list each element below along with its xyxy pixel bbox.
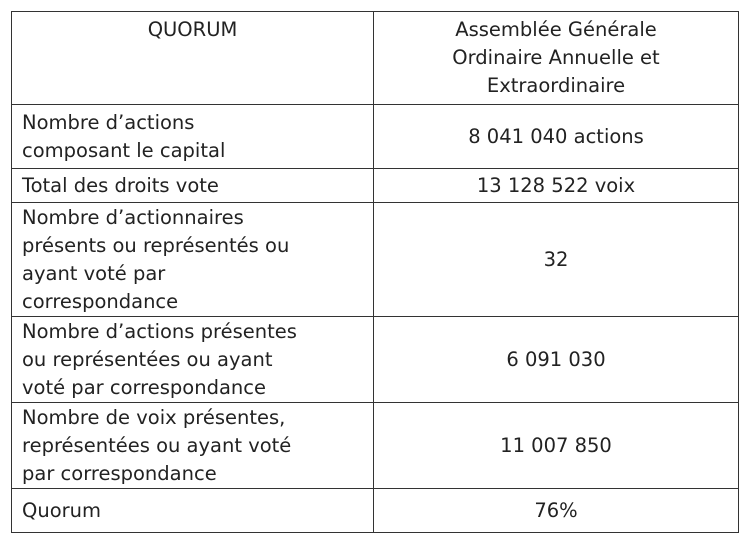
row-value: 13 128 522 voix bbox=[374, 169, 739, 203]
row-label-line: ayant voté par bbox=[22, 261, 166, 285]
quorum-table bbox=[11, 11, 739, 533]
header-assembly-line: Assemblée Générale bbox=[455, 18, 657, 41]
row-label-line: ou représentées ou ayant bbox=[22, 347, 273, 371]
row-label bbox=[12, 169, 374, 203]
table-row bbox=[12, 403, 739, 489]
table-header-row bbox=[12, 12, 739, 105]
row-label bbox=[12, 105, 374, 169]
row-label bbox=[12, 317, 374, 403]
row-label-line: Quorum bbox=[22, 498, 102, 522]
row-label-line: Nombre d’actions présentes bbox=[22, 319, 297, 343]
header-assembly-line: Extraordinaire bbox=[486, 74, 626, 97]
row-label-line: correspondance bbox=[22, 289, 179, 313]
table-row bbox=[12, 203, 739, 317]
row-label-line: par correspondance bbox=[22, 461, 217, 485]
row-label-line: voté par correspondance bbox=[22, 375, 266, 399]
header-assembly-line: Ordinaire Annuelle et bbox=[452, 46, 660, 69]
row-value: 6 091 030 bbox=[374, 317, 739, 403]
table-row bbox=[12, 105, 739, 169]
row-value: 76% bbox=[374, 489, 739, 533]
row-label bbox=[12, 403, 374, 489]
row-label-line: Total des droits vote bbox=[22, 173, 219, 197]
row-value: 11 007 850 bbox=[374, 403, 739, 489]
row-label-line: Nombre d’actions bbox=[22, 110, 195, 134]
table-row bbox=[12, 169, 739, 203]
row-label-line: présents ou représentés ou bbox=[22, 233, 290, 257]
header-quorum bbox=[12, 12, 374, 105]
row-label-line: représentées ou ayant voté bbox=[22, 433, 292, 457]
row-label-line: composant le capital bbox=[22, 138, 226, 162]
row-label bbox=[12, 489, 374, 533]
row-label-line: Nombre d’actionnaires bbox=[22, 205, 244, 229]
header-assembly bbox=[374, 12, 739, 105]
table-row bbox=[12, 489, 739, 533]
table-row bbox=[12, 317, 739, 403]
row-value: 32 bbox=[374, 203, 739, 317]
row-value: 8 041 040 actions bbox=[374, 105, 739, 169]
row-label-line: Nombre de voix présentes, bbox=[22, 405, 286, 429]
header-quorum-label: QUORUM bbox=[147, 18, 238, 41]
row-label bbox=[12, 203, 374, 317]
